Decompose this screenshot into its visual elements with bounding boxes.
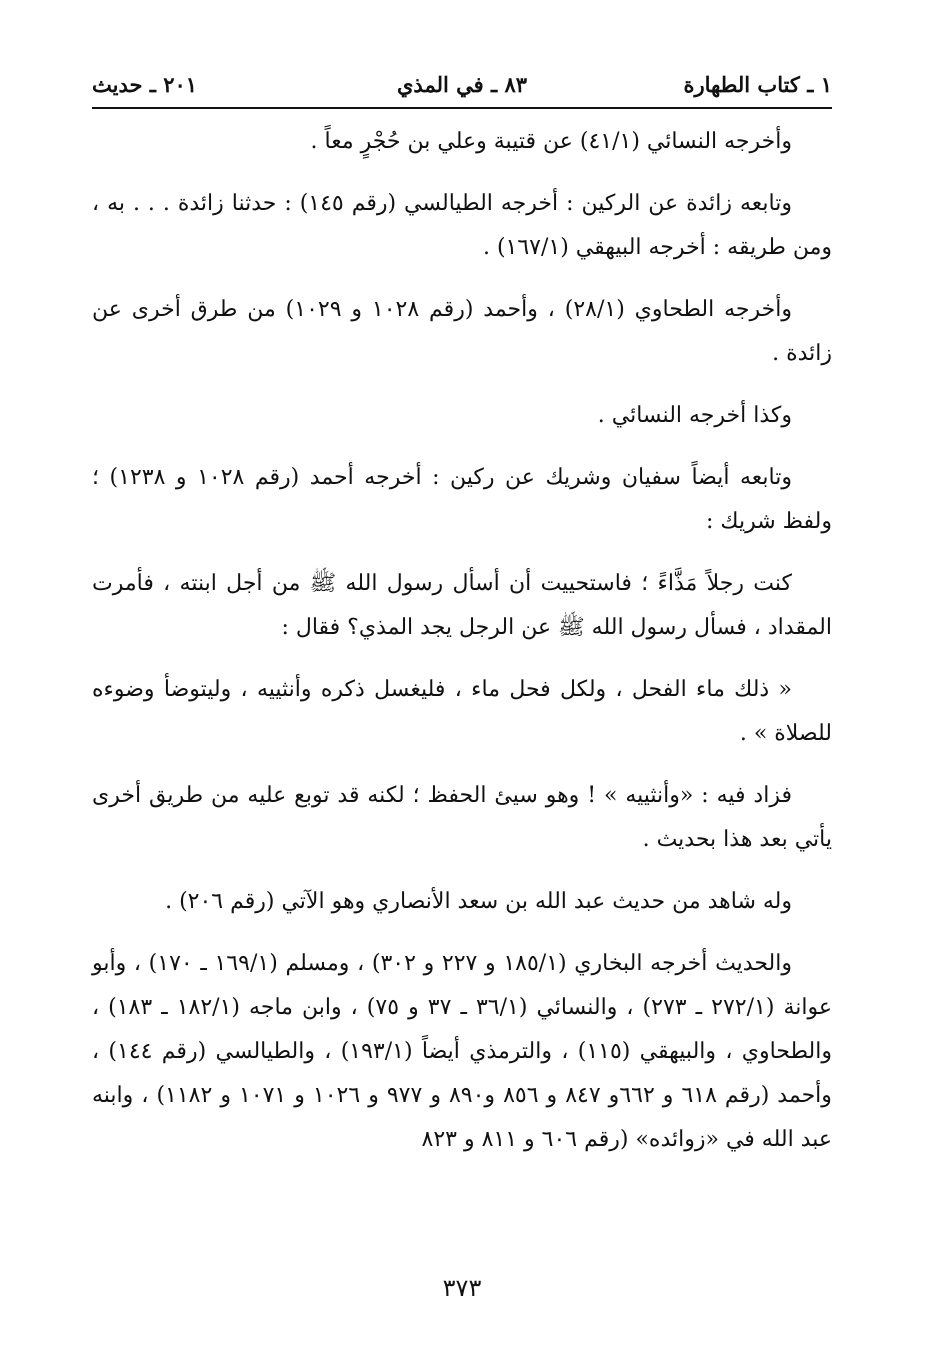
hadith-text-paragraph: كنت رجلاً مَذَّاءً ؛ فاستحييت أن أسأل رسول الله ﷺ من أجل ابنته ، فأمرت المقداد ، فسأل رسول الله ﷺ عن الرجل يجد المذي؟ فقال :: [92, 571, 832, 640]
paragraph: وتابعه زائدة عن الركين : أخرجه الطيالسي (رقم ١٤٥) : حدثنا زائدة . . . به ، ومن طريقه : أخرجه البيهقي (١٦٧/١) .: [92, 191, 832, 260]
hadith-quote-paragraph: « ذلك ماء الفحل ، ولكل فحل ماء ، فليغسل ذكره وأنثييه ، وليتوضأ وضوءه للصلاة » .: [92, 677, 832, 746]
paragraph: وتابعه أيضاً سفيان وشريك عن ركين : أخرجه أحمد (رقم ١٠٢٨ و ١٢٣٨) ؛ ولفظ شريك :: [92, 465, 832, 534]
paragraph: وكذا أخرجه النسائي .: [597, 403, 792, 428]
paragraph: وأخرجه النسائي (٤١/١) عن قتيبة وعلي بن حُجْرٍ معاً .: [310, 129, 792, 154]
header-rule: [92, 107, 832, 109]
paragraph: وله شاهد من حديث عبد الله بن سعد الأنصاري وهو الآتي (رقم ٢٠٦) .: [165, 889, 792, 914]
section-title: ٨٣ ـ في المذي: [396, 72, 528, 97]
book-page: [92, 62, 832, 1352]
paragraph: والحديث أخرجه البخاري (١٨٥/١ و ٢٢٧ و ٣٠٢) ، ومسلم (١٦٩/١ ـ ١٧٠) ، وأبو عوانة (٢٧٢/١ ـ ٢٧٣) ، والنسائي (٣٦/١ ـ ٣٧ و ٧٥) ، وابن ماجه (١٨٢/١ ـ ١٨٣) ، والطحاوي ، والبيهقي (١١٥) ، والترمذي أيضاً (١٩٣/١) ، والطيالسي (رقم ١٤٤) ، وأحمد (رقم ٦١٨ و ٦٦٢و ٨٤٧ و ٨٥٦ و٨٩٠ و ٩٧٧ و ١٠٢٦ و ١٠٧١ و ١١٨٢) ، وابنه عبد الله في «زوائده» (رقم ٦٠٦ و ٨١١ و ٨٢٣: [92, 951, 832, 1152]
body-text: [92, 120, 832, 1180]
running-header: [92, 72, 832, 108]
paragraph: وأخرجه الطحاوي (٢٨/١) ، وأحمد (رقم ١٠٢٨ و ١٠٢٩) من طرق أخرى عن زائدة .: [92, 297, 832, 366]
paragraph: فزاد فيه : «وأنثييه » ! وهو سيئ الحفظ ؛ لكنه قد توبع عليه من طريق أخرى يأتي بعد هذا بحديث .: [92, 783, 832, 852]
hadith-number: ٢٠١ ـ حديث: [92, 72, 198, 97]
page-number: ٣٧٣: [442, 1274, 482, 1302]
chapter-title: ١ ـ كتاب الطهارة: [683, 72, 832, 97]
